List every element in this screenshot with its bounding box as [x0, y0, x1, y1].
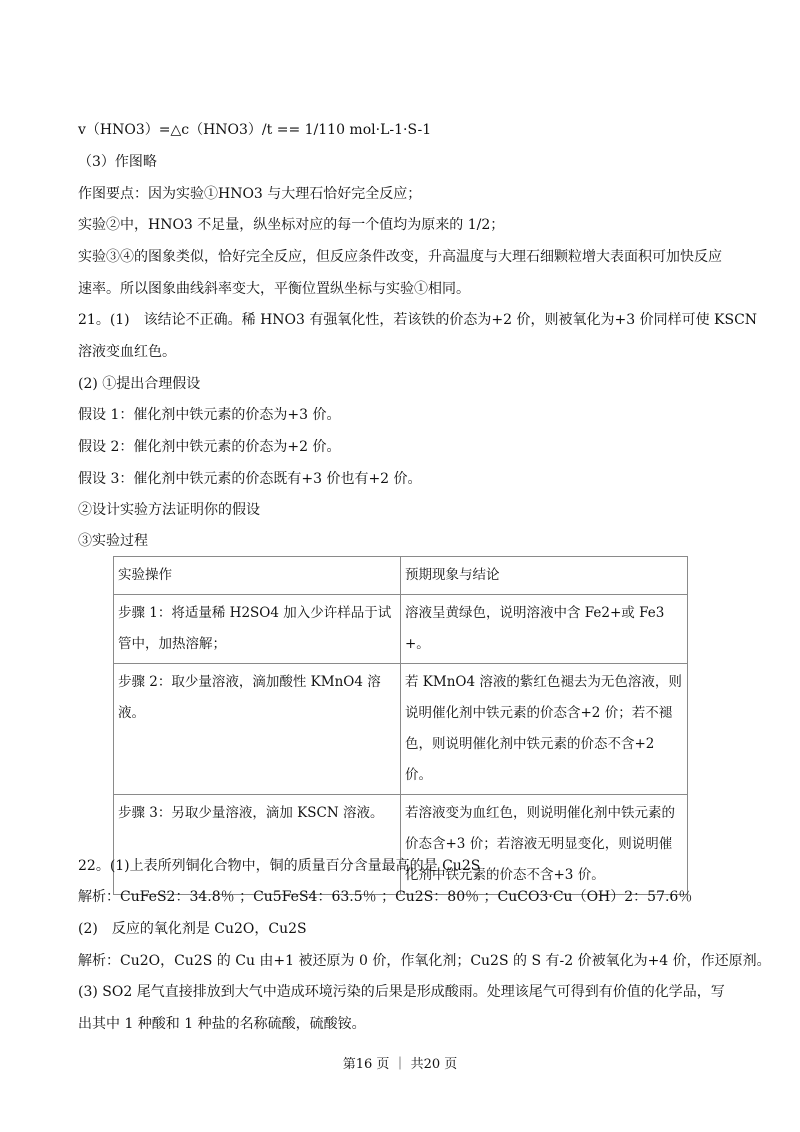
experiment-table: [113, 556, 688, 895]
table-header-cell: 预期现象与结论: [401, 557, 688, 595]
table-row: [114, 795, 688, 895]
rate-formula-line: v（HNO3）=△c（HNO3）/t == 1/110 mol·L-1·S-1: [78, 122, 432, 138]
text-line: ③实验过程: [78, 533, 148, 549]
text-line: (2) ①提出合理假设: [78, 376, 201, 392]
text-line: 解析：CuFeS2：34.8％ ；Cu5FeS4：63.5％ ；Cu2S：80％ ；CuCO3·Cu（OH）2：57.6％: [78, 889, 693, 905]
hypothesis-1: 假设 1：催化剂中铁元素的价态为+3 价。: [78, 407, 341, 423]
table-cell: 若溶液变为血红色，则说明催化剂中铁元素的价态含+3 价；若溶液无明显变化，则说明催化剂中铁元素的价态不含+3 价。: [401, 795, 688, 895]
hypothesis-3: 假设 3：催化剂中铁元素的价态既有+3 价也有+2 价。: [78, 471, 422, 487]
text-line: （3）作图略: [78, 154, 157, 170]
table-cell: 步骤 3：另取少量溶液，滴加 KSCN 溶液。: [114, 795, 401, 895]
question-21-line: 21。(1) 该结论不正确。稀 HNO3 有强氧化性，若该铁的价态为+2 价，则被氧化为+3 价同样可使 KSCN: [78, 312, 758, 328]
table-row: [114, 664, 688, 795]
text-line: (2) 反应的氧化剂是 Cu2O，Cu2S: [78, 921, 307, 937]
text-line: 溶液变血红色。: [78, 344, 176, 360]
table-cell: 若 KMnO4 溶液的紫红色褪去为无色溶液，则说明催化剂中铁元素的价态含+2 价；若不褪色，则说明催化剂中铁元素的价态不含+2 价。: [401, 664, 688, 795]
text-line: 速率。所以图象曲线斜率变大，平衡位置纵坐标与实验①相同。: [78, 281, 470, 297]
text-line: (3) SO2 尾气直接排放到大气中造成环境污染的后果是形成酸雨。处理该尾气可得到有价值的化学品，写: [78, 984, 725, 1000]
table-cell: 步骤 2：取少量溶液，滴加酸性 KMnO4 溶液。: [114, 664, 401, 795]
table-header-cell: 实验操作: [114, 557, 401, 595]
text-line: 出其中 1 种酸和 1 种盐的名称硫酸，硫酸铵。: [78, 1016, 366, 1032]
hypothesis-2: 假设 2：催化剂中铁元素的价态为+2 价。: [78, 439, 341, 455]
text-line: 实验③④的图象类似，恰好完全反应，但反应条件改变，升高温度与大理石细颗粒增大表面积可加快反应: [78, 249, 722, 265]
text-line: ②设计实验方法证明你的假设: [78, 502, 260, 518]
text-line: 实验②中，HNO3 不足量，纵坐标对应的每一个值均为原来的 1/2；: [78, 217, 505, 233]
table-header-row: [114, 557, 688, 595]
table-row: [114, 595, 688, 664]
page-footer: 第16 页 ｜ 共20 页: [342, 1057, 458, 1072]
text-line: 作图要点：因为实验①HNO3 与大理石恰好完全反应；: [78, 186, 422, 202]
table-cell: 步骤 1：将适量稀 H2SO4 加入少许样品于试管中，加热溶解；: [114, 595, 401, 664]
text-line: 解析：Cu2O，Cu2S 的 Cu 由+1 被还原为 0 价，作氧化剂；Cu2S 的 S 有-2 价被氧化为+4 价，作还原剂。: [78, 953, 771, 969]
table-cell: 溶液呈黄绿色，说明溶液中含 Fe2+或 Fe3+。: [401, 595, 688, 664]
question-22-line: 22。(1)上表所列铜化合物中，铜的质量百分含量最高的是 Cu2S: [78, 858, 481, 874]
